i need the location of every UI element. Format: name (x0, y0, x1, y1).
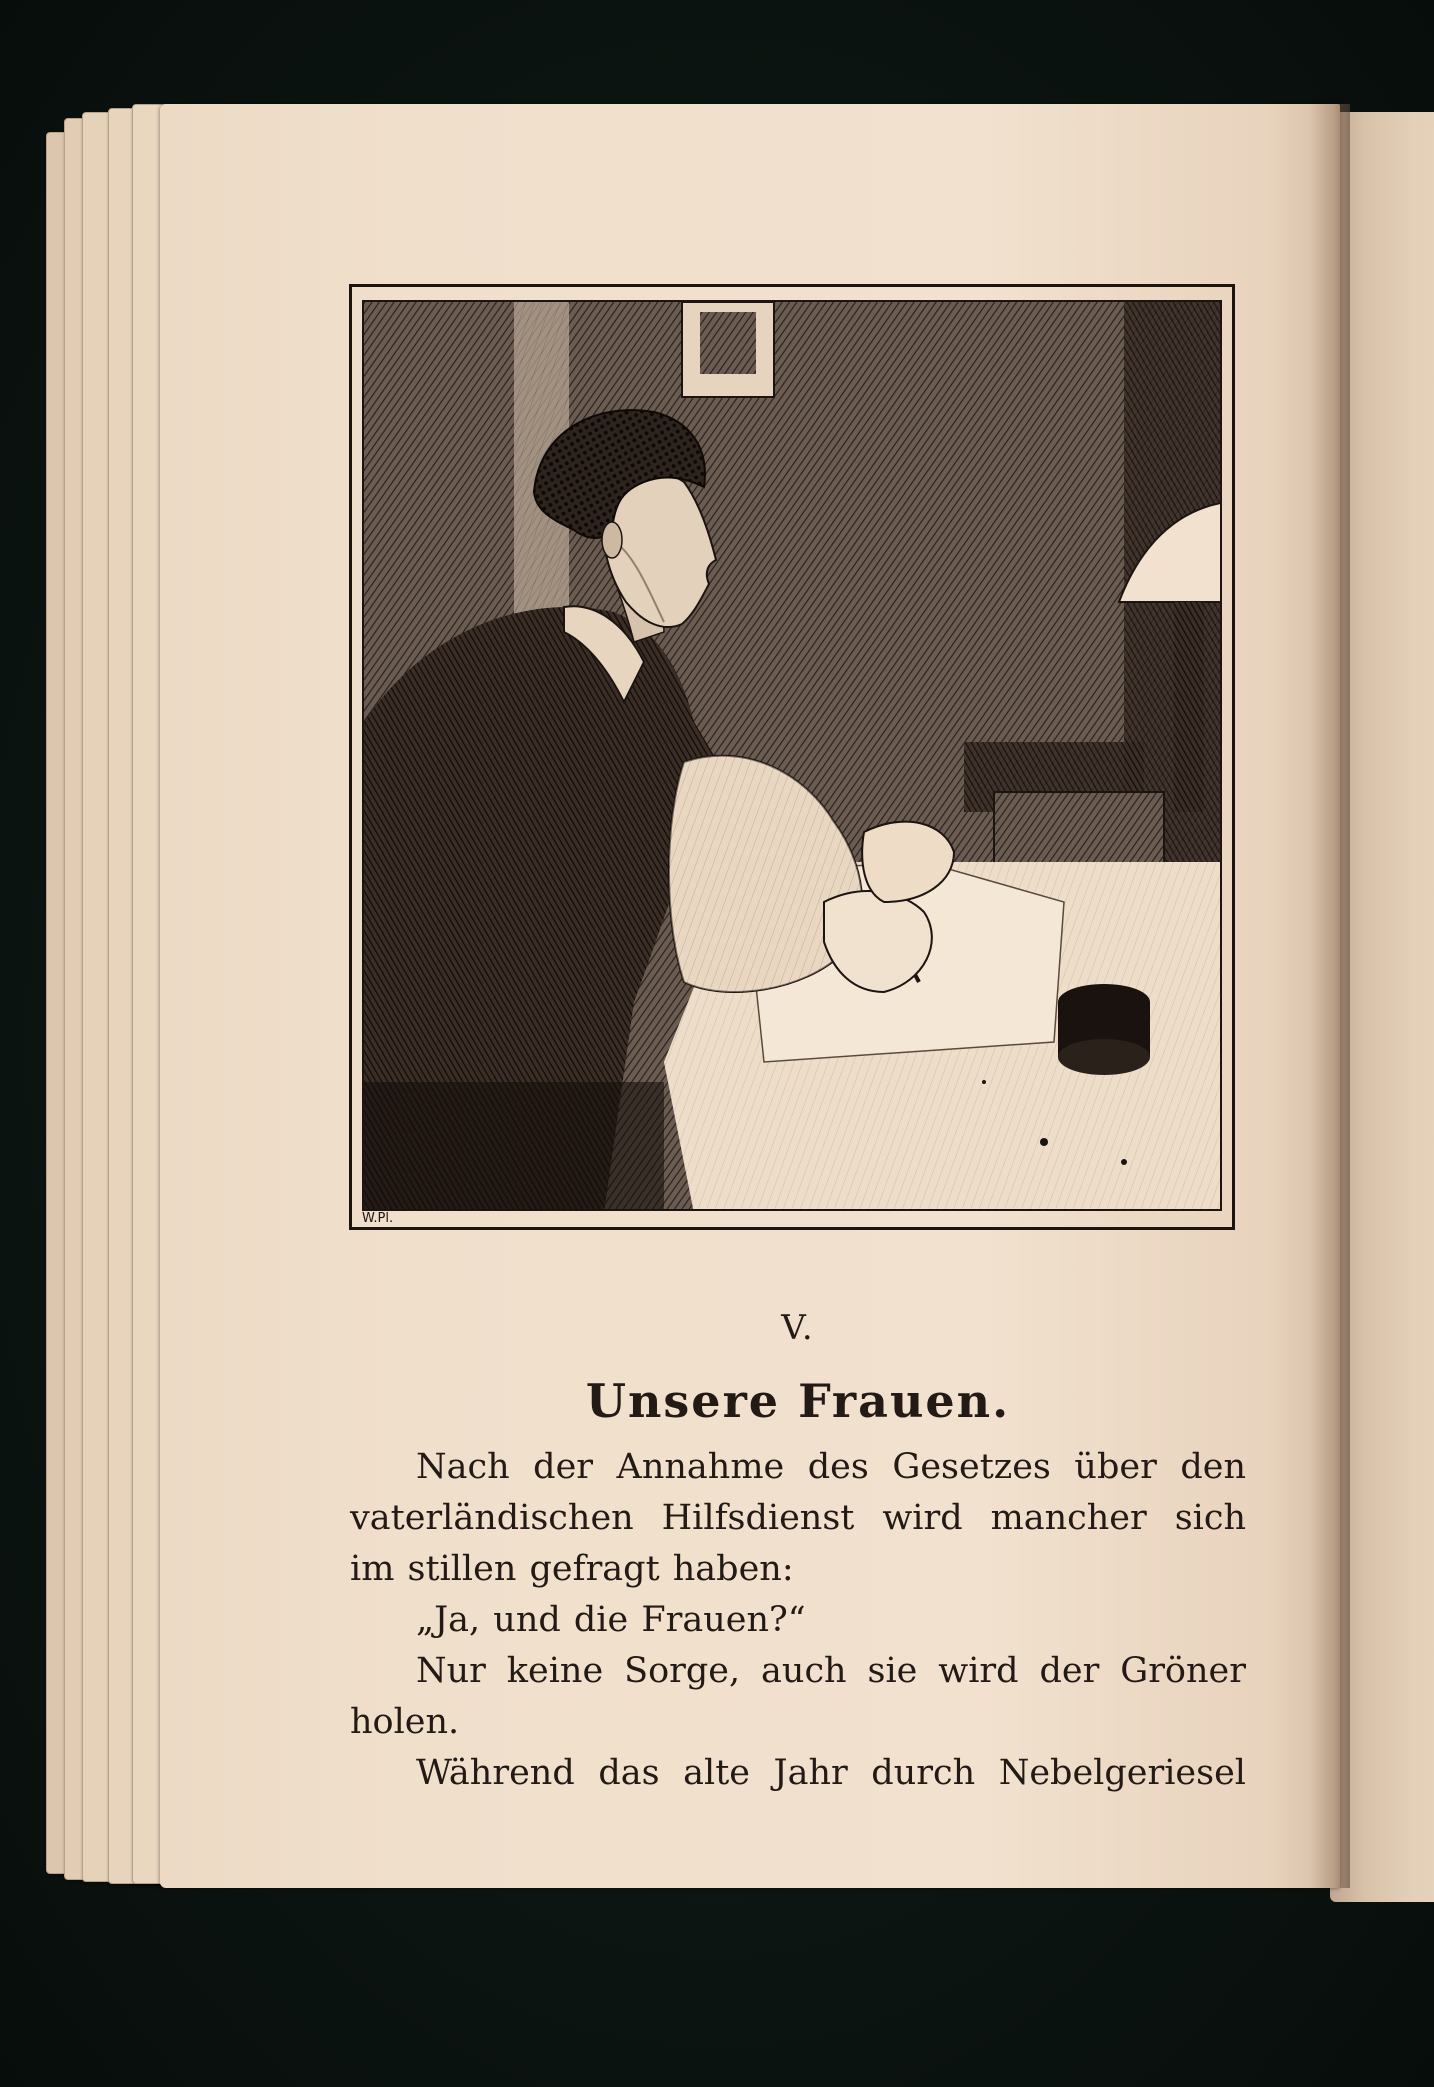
text-line: Nur keine Sorge, auch sie wird der Gröner (416, 1651, 1246, 1691)
artist-signature: W.Pl. (362, 1211, 394, 1226)
text-line: Nach der Annahme des Gesetzes über den (416, 1447, 1246, 1487)
text-line: „Ja, und die Frauen?“ (416, 1600, 806, 1640)
woman-writing-at-desk-illustration (362, 300, 1222, 1211)
book-gutter-shadow (1310, 104, 1350, 1888)
chapter-paragraph (350, 1442, 1246, 1799)
illustration-frame (349, 284, 1235, 1230)
chapter-text-block (350, 1300, 1246, 1799)
text-line: Während das alte Jahr durch Nebelgeriesel (416, 1753, 1246, 1793)
text-line: vaterländischen Hilfsdienst wird mancher sich (350, 1498, 1246, 1538)
chapter-number: V. (781, 1308, 815, 1348)
text-line: holen. (350, 1702, 460, 1742)
chapter-title: Unsere Frauen. (585, 1374, 1011, 1428)
text-line: im stillen gefragt haben: (350, 1549, 794, 1589)
